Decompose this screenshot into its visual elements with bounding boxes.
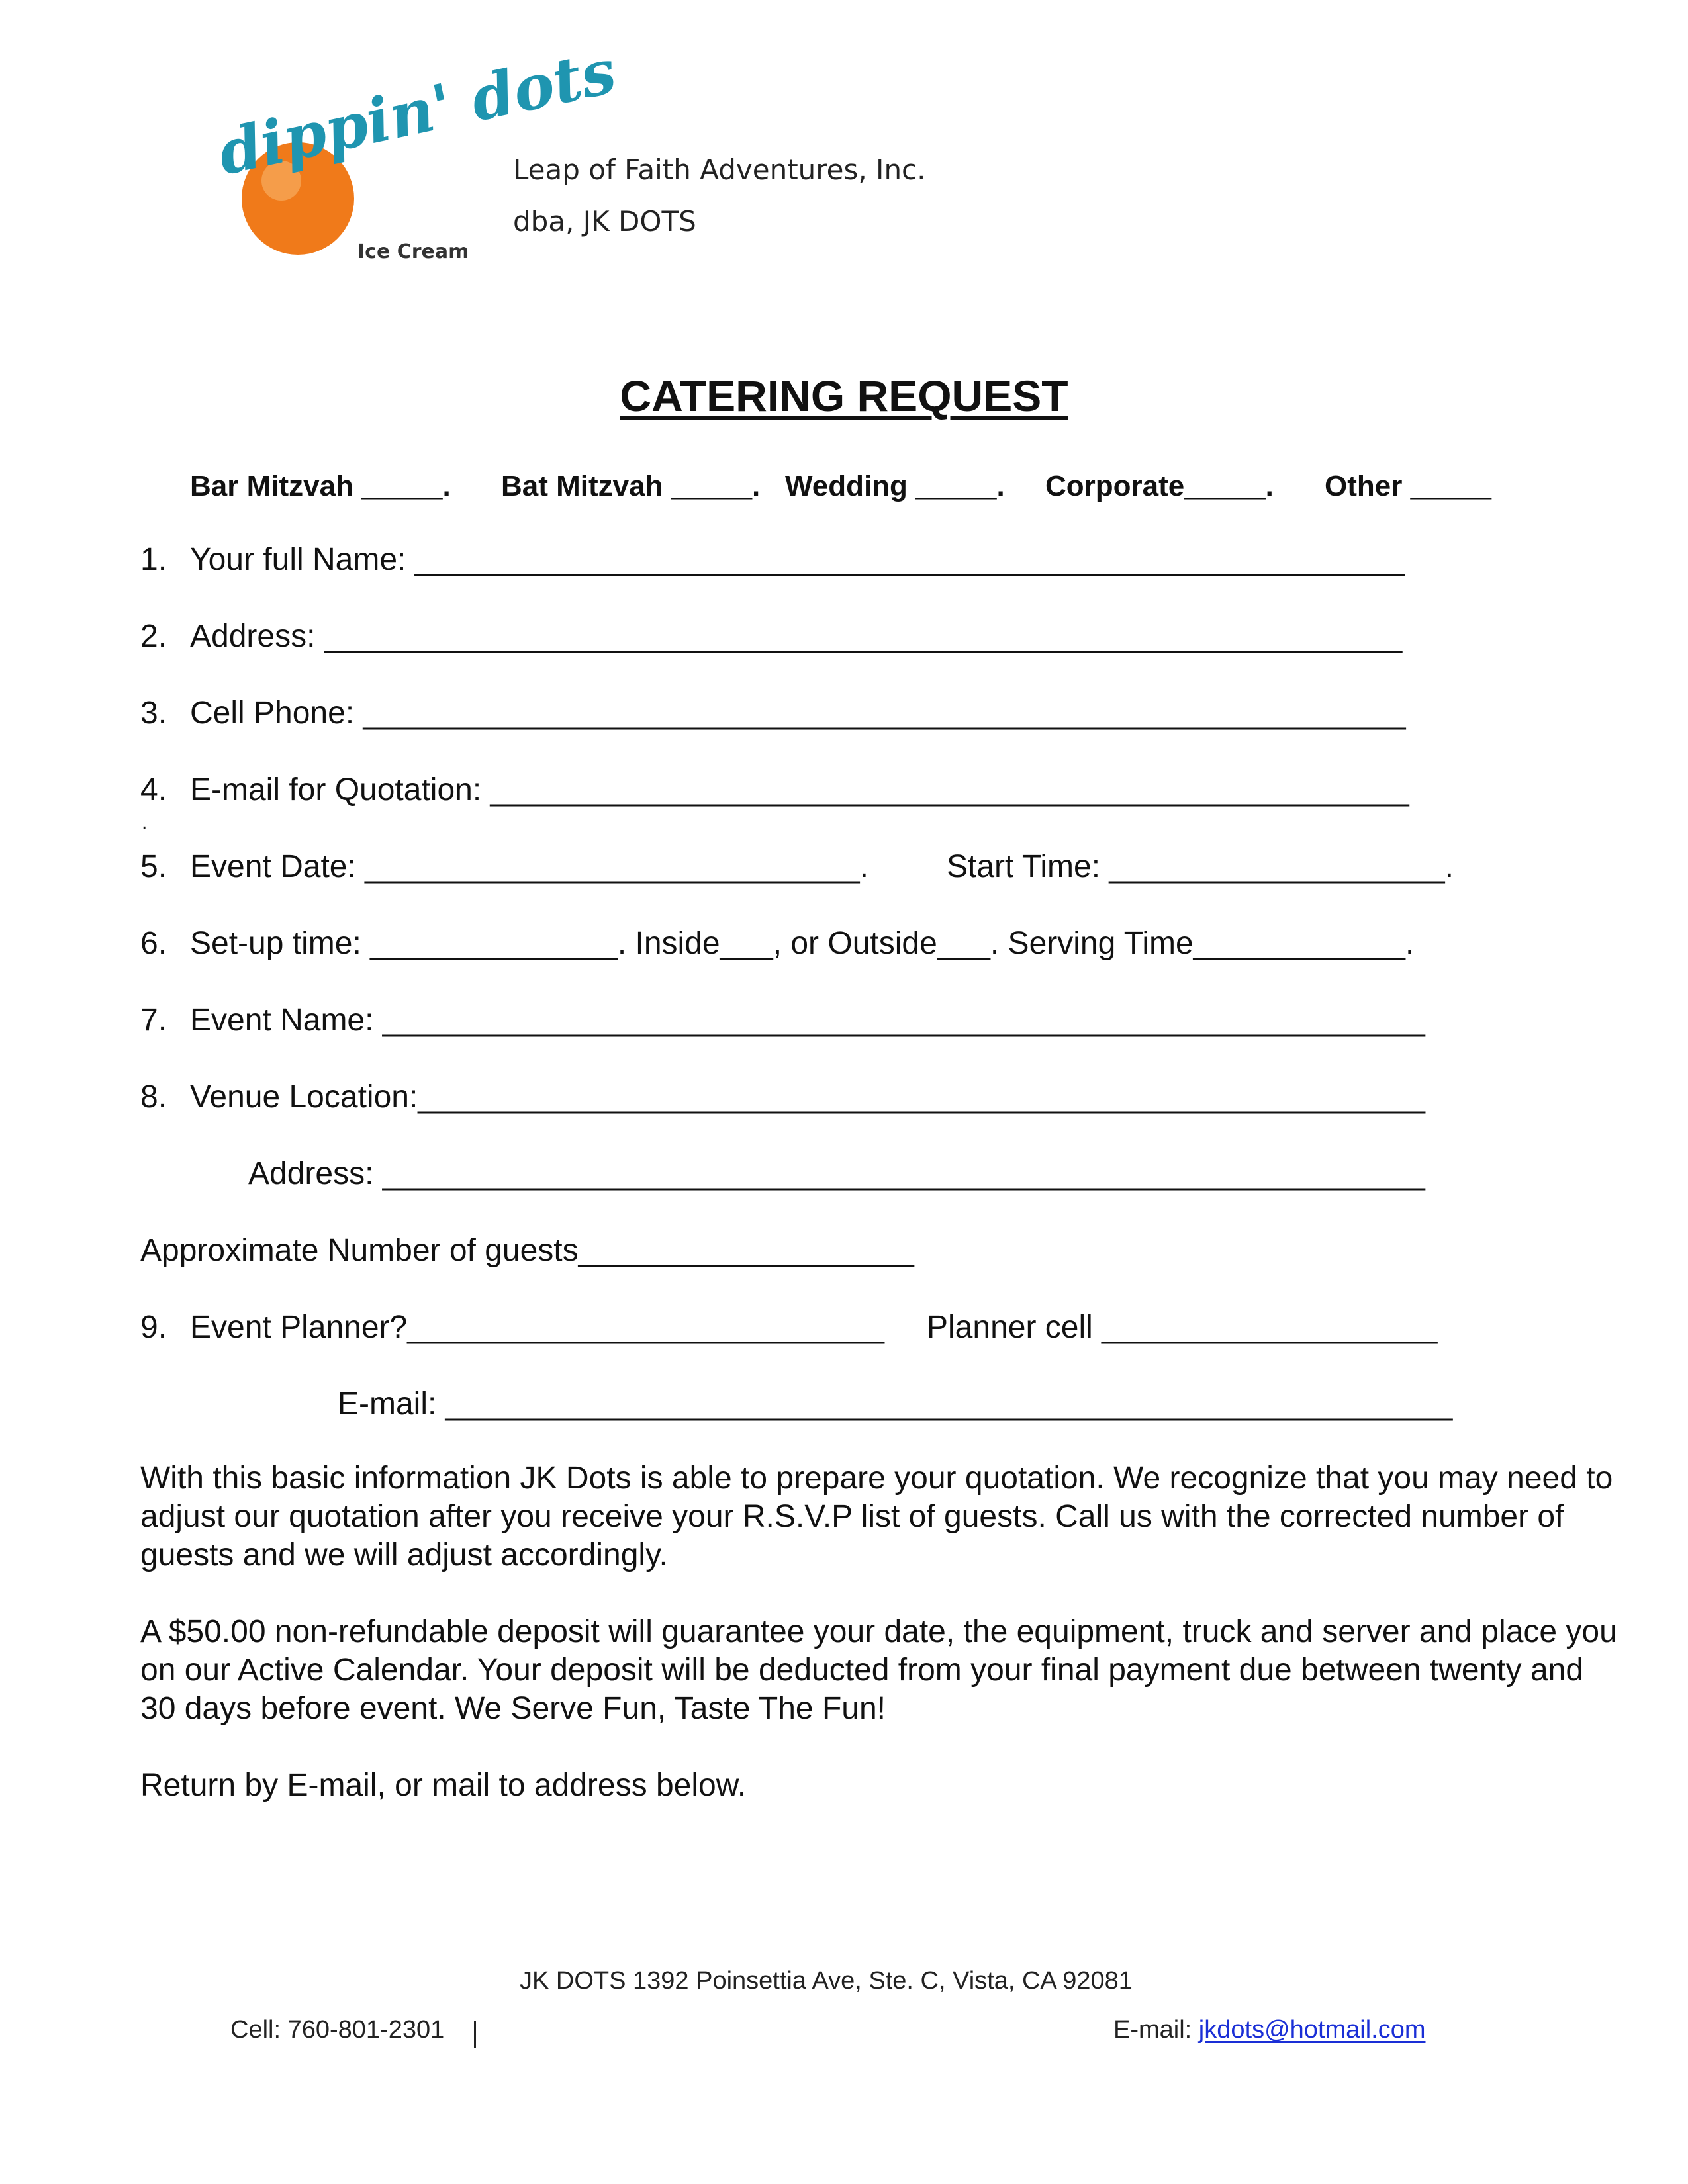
- field-event-name-label: Event Name: ___________________________________________________________: [190, 1003, 1425, 1038]
- field-full-name-label: Your full Name: ________________________________________________________: [190, 542, 1405, 577]
- deposit-paragraph: A $50.00 non-refundable deposit will guarantee your date, the equipment, truck and server and place you on our Active Calendar. Your deposit will be deducted from your final payment due between twenty and 30 days before event. We Serve Fun, Taste The Fun!: [140, 1614, 1617, 1726]
- event-type-bar-mitzvah[interactable]: Bar Mitzvah _____.: [190, 470, 451, 502]
- footer-email-label: E-mail:: [1113, 2016, 1192, 2044]
- field-event-planner[interactable]: [140, 1308, 884, 1347]
- field-email-quotation-label: E-mail for Quotation: ____________________________________________________: [190, 772, 1409, 807]
- field-planner-email[interactable]: E-mail: _________________________________________________________: [338, 1387, 1453, 1422]
- field-event-planner-label: Event Planner?___________________________: [190, 1310, 884, 1345]
- logo-dippin-text: dippin' dots: [212, 35, 622, 189]
- event-type-bat-mitzvah[interactable]: Bat Mitzvah _____.: [501, 470, 761, 502]
- footer-divider: [474, 2021, 476, 2048]
- field-start-time[interactable]: Start Time: ___________________.: [947, 849, 1454, 884]
- logo-ice-cream-text: Ice Cream: [357, 240, 469, 263]
- info-paragraph: With this basic information JK Dots is able to prepare your quotation. We recognize that you may need to adjust our quotation after you receive your R.S.V.P list of guests. Call us with the corrected number of guests and we will adjust accordingly.: [140, 1461, 1613, 1572]
- field-setup-time-label: Set-up time: ______________. Inside___, or Outside___. Serving Time____________.: [190, 926, 1415, 961]
- footer-email: [1113, 2016, 1425, 2044]
- field-number: 6.: [140, 926, 167, 961]
- field-number: 2.: [140, 619, 167, 654]
- footer-address: JK DOTS 1392 Poinsettia Ave, Ste. C, Vista, CA 92081: [520, 1967, 1133, 1995]
- field-setup-time[interactable]: [140, 924, 1414, 964]
- field-event-date[interactable]: [140, 847, 868, 887]
- field-email-quotation[interactable]: [140, 770, 1409, 810]
- field-number: 7.: [140, 1003, 167, 1038]
- event-type-wedding[interactable]: Wedding _____.: [785, 470, 1005, 502]
- field-event-name[interactable]: [140, 1001, 1425, 1040]
- footer-email-link[interactable]: jkdots@hotmail.com: [1198, 2016, 1426, 2044]
- field-address-label: Address: _____________________________________________________________: [190, 619, 1403, 654]
- field-venue-location-label: Venue Location:_________________________________________________________: [190, 1079, 1425, 1115]
- stray-dot: .: [142, 811, 148, 833]
- company-dba: dba, JK DOTS: [513, 205, 696, 238]
- field-number: 8.: [140, 1079, 167, 1115]
- field-address[interactable]: [140, 617, 1402, 657]
- field-guest-count[interactable]: Approximate Number of guests___________________: [140, 1233, 914, 1268]
- field-number: 5.: [140, 849, 167, 884]
- field-number: 4.: [140, 772, 167, 807]
- field-venue-address[interactable]: Address: ___________________________________________________________: [248, 1156, 1425, 1191]
- field-number: 9.: [140, 1310, 167, 1345]
- field-planner-cell[interactable]: Planner cell ___________________: [927, 1310, 1438, 1345]
- field-number: 3.: [140, 696, 167, 731]
- field-venue-location[interactable]: [140, 1077, 1425, 1117]
- field-cell-phone[interactable]: [140, 694, 1406, 733]
- event-type-other[interactable]: Other _____: [1325, 470, 1491, 502]
- field-number: 1.: [140, 542, 167, 577]
- company-name: Leap of Faith Adventures, Inc.: [513, 154, 926, 186]
- field-event-date-label: Event Date: ____________________________.: [190, 849, 868, 884]
- field-cell-phone-label: Cell Phone: ___________________________________________________________: [190, 696, 1406, 731]
- event-type-corporate[interactable]: Corporate_____.: [1045, 470, 1274, 502]
- field-full-name[interactable]: [140, 540, 1405, 580]
- return-instructions: Return by E-mail, or mail to address below.: [140, 1768, 747, 1803]
- footer-cell: Cell: 760-801-2301: [230, 2016, 445, 2044]
- page-title: CATERING REQUEST: [620, 371, 1068, 420]
